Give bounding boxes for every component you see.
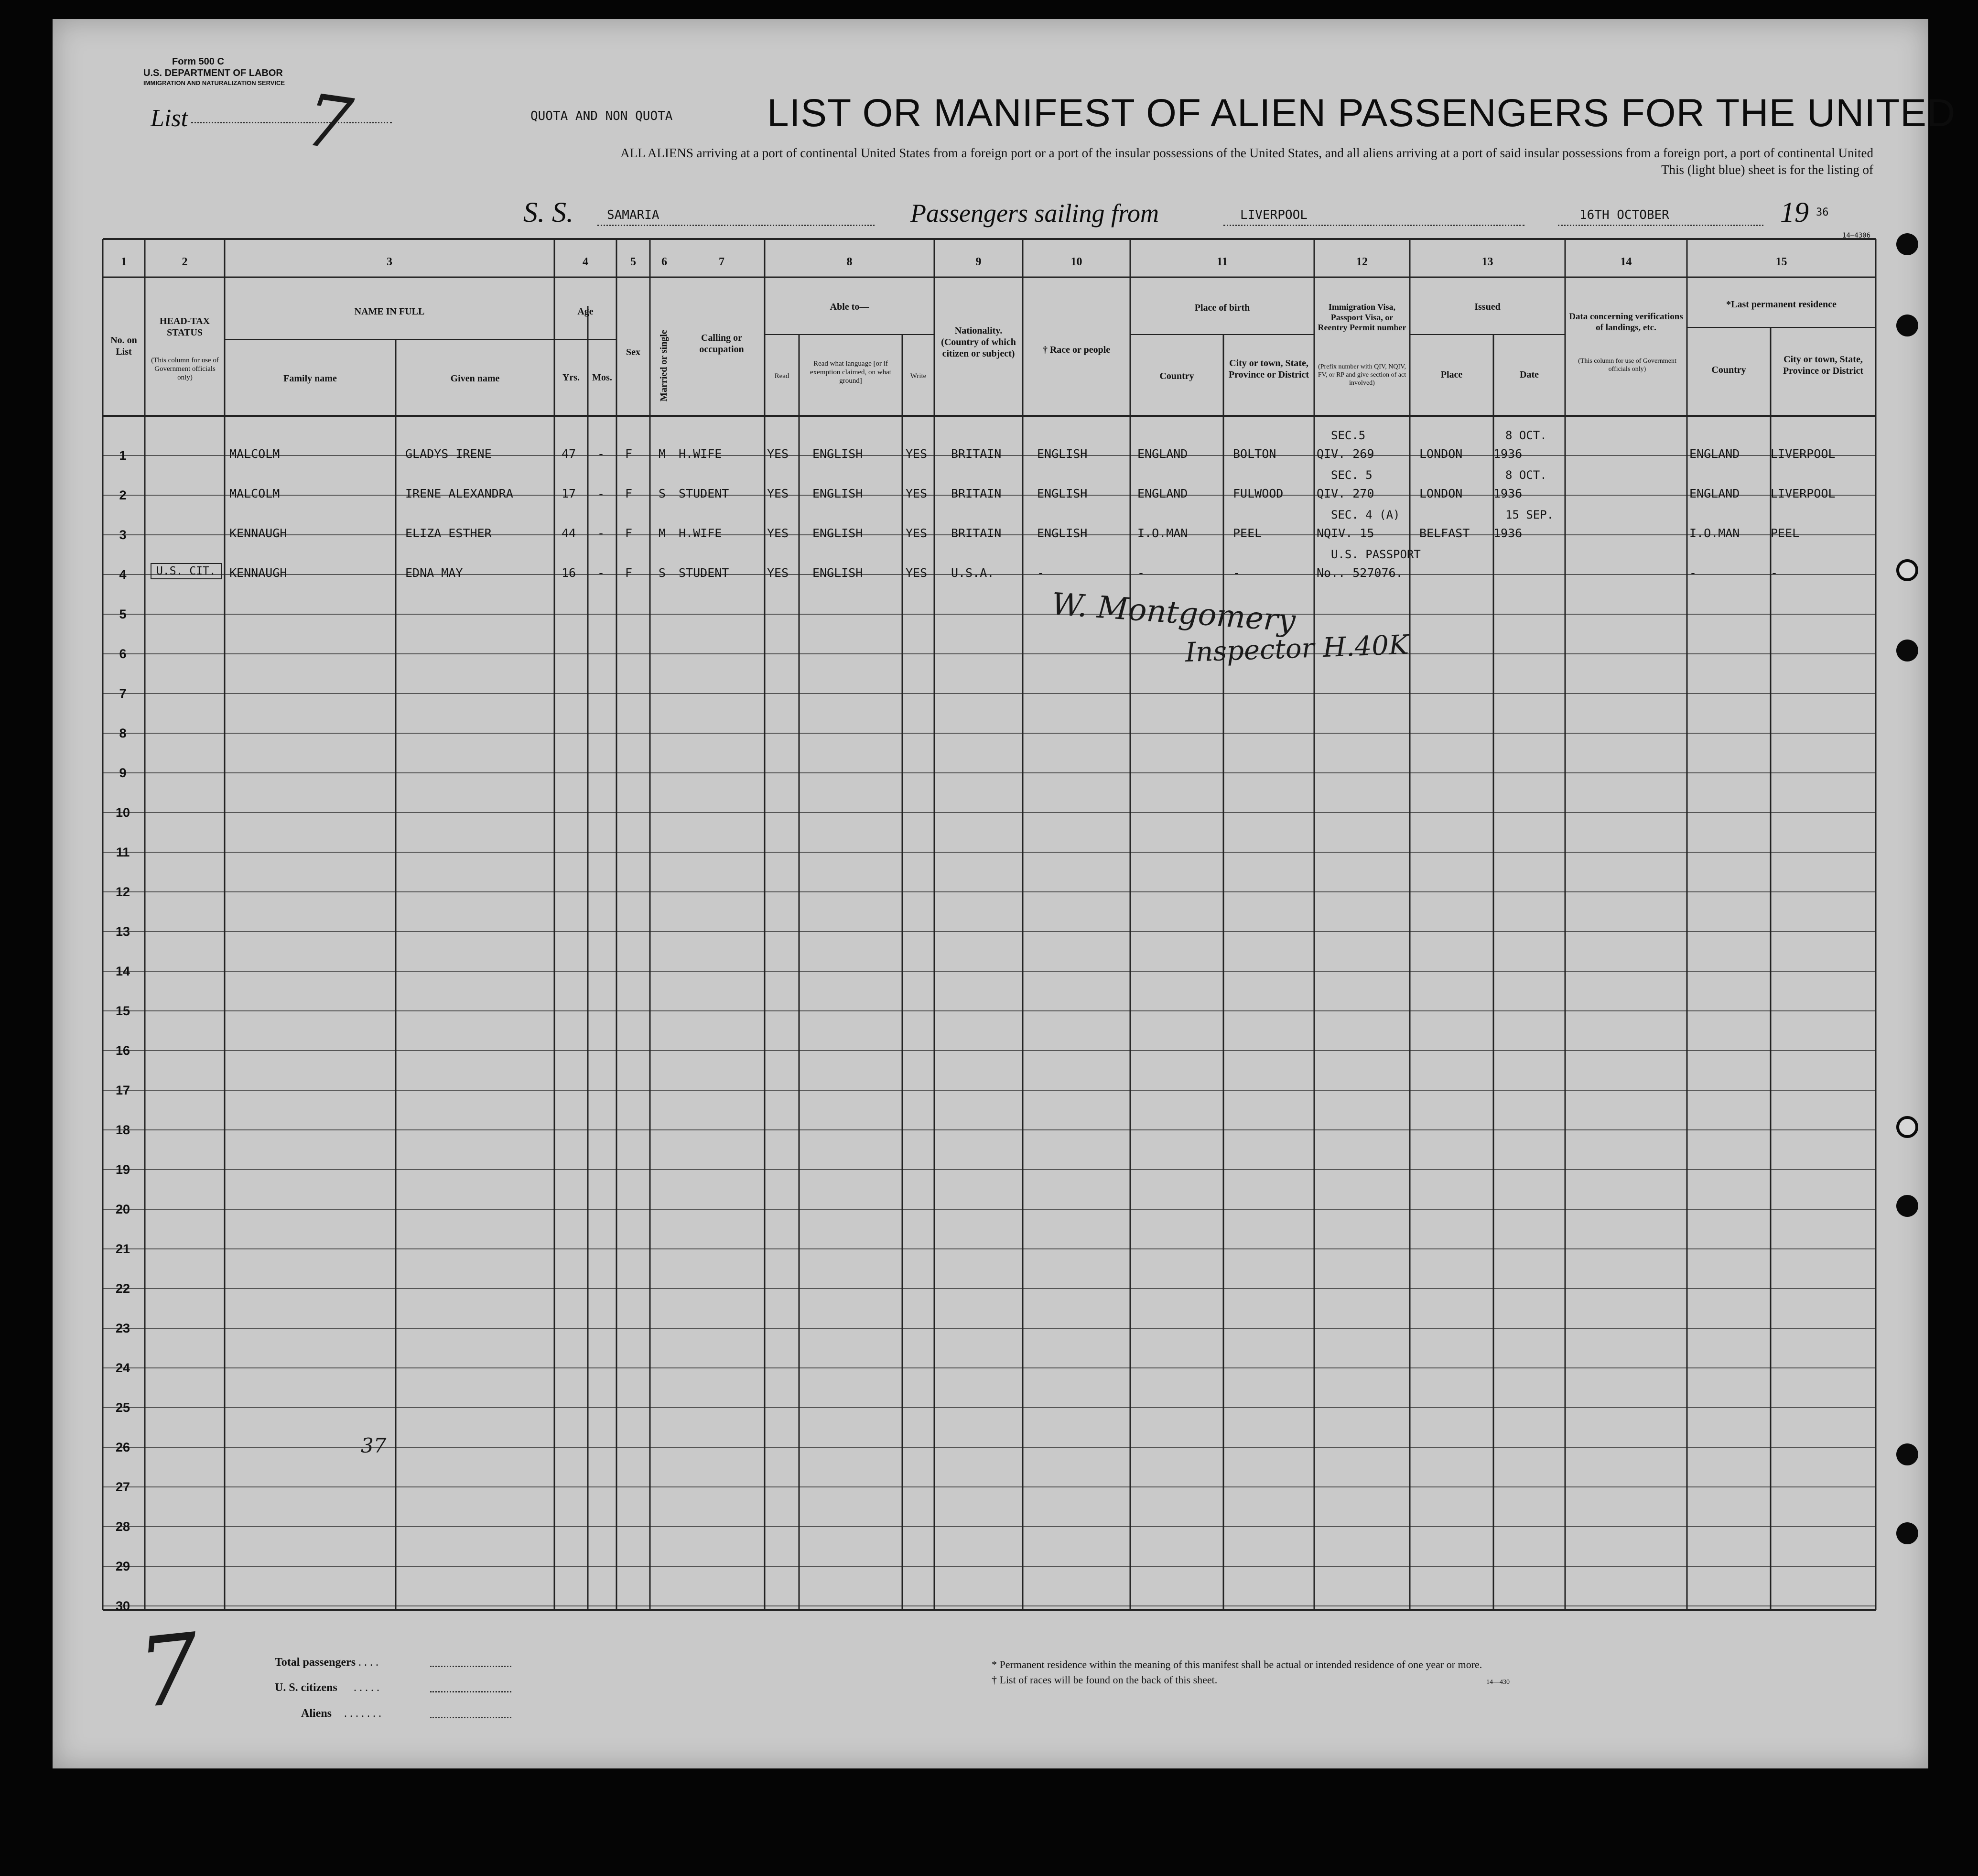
cell-race: - xyxy=(1037,566,1045,580)
col-num-6: 6 xyxy=(661,256,667,268)
row-number: 3 xyxy=(119,528,127,542)
cell-mos: - xyxy=(597,487,605,500)
col-head-sex: Sex xyxy=(626,347,640,358)
cell-read: YES xyxy=(767,526,789,540)
cell-visa-section: SEC. 5 xyxy=(1331,468,1373,482)
cell-res-country: - xyxy=(1689,566,1697,580)
row-number: 7 xyxy=(119,686,127,701)
row-number: 12 xyxy=(115,885,130,899)
year-prefix: 19 xyxy=(1780,196,1809,228)
cell-lang: ENGLISH xyxy=(812,447,863,461)
cell-head-tax-stamp: U.S. CIT. xyxy=(151,563,222,579)
row-number: 24 xyxy=(115,1361,130,1375)
col-head-res-city: City or town, State, Province or District xyxy=(1783,354,1864,376)
col-head-no-on-list: No. on List xyxy=(110,335,137,357)
col-head-given-name: Given name xyxy=(450,373,500,384)
col-head-visa: Immigration Visa, Passport Visa, or Reentry Permit number xyxy=(1318,302,1406,333)
row-number: 26 xyxy=(115,1440,130,1454)
cell-sex: F xyxy=(625,487,633,500)
col-num-3: 3 xyxy=(387,256,392,268)
cell-family: KENNAUGH xyxy=(229,566,287,580)
cell-city: PEEL xyxy=(1233,526,1262,540)
subtitle-line-2: This (light blue) sheet is for the listing of xyxy=(1661,163,1873,177)
cell-family: KENNAUGH xyxy=(229,526,287,540)
binder-hole xyxy=(1896,640,1918,661)
port-name: LIVERPOOL xyxy=(1240,208,1308,222)
year-suffix: 36 xyxy=(1816,206,1829,218)
sailing-label: Passengers sailing from xyxy=(910,199,1159,228)
cell-write: YES xyxy=(906,566,928,580)
cell-read: YES xyxy=(767,566,789,580)
cell-ms: S xyxy=(659,566,666,580)
list-number-handwritten: 7 xyxy=(300,78,357,167)
binder-hole xyxy=(1896,1195,1918,1217)
cell-ms: S xyxy=(659,487,666,500)
row-number: 15 xyxy=(115,1004,130,1018)
cell-yrs: 16 xyxy=(562,566,576,580)
row-number: 9 xyxy=(119,766,127,780)
col-head-date: Date xyxy=(1520,369,1539,380)
department: U.S. DEPARTMENT OF LABOR xyxy=(143,68,283,78)
row-number: 22 xyxy=(115,1281,130,1296)
cell-country: ENGLAND xyxy=(1137,447,1188,461)
cell-given: IRENE ALEXANDRA xyxy=(405,487,513,500)
cell-res-country: ENGLAND xyxy=(1689,487,1740,500)
cell-date-day: 8 OCT. xyxy=(1505,468,1547,482)
col-head-head-tax-note: (This column for use of Government officials only) xyxy=(151,357,219,381)
cell-visa-section: SEC.5 xyxy=(1331,429,1366,442)
footer-total-passengers: Total passengers xyxy=(275,1656,356,1669)
col-head-age: Age xyxy=(577,306,594,317)
row-number: 2 xyxy=(119,488,127,502)
cell-country: I.O.MAN xyxy=(1137,526,1188,540)
row-number: 11 xyxy=(116,845,130,859)
row-number: 8 xyxy=(119,726,127,740)
cell-nat: U.S.A. xyxy=(951,566,994,580)
row-number: 25 xyxy=(115,1400,130,1415)
row-number: 18 xyxy=(115,1123,130,1137)
row-number: 19 xyxy=(115,1162,130,1177)
inspector-signature: W. Montgomery xyxy=(1050,586,1297,639)
col-num-7: 7 xyxy=(719,256,724,268)
cell-place: LONDON xyxy=(1419,447,1463,461)
col-num-5: 5 xyxy=(630,256,636,268)
binder-hole xyxy=(1896,233,1918,255)
col-head-data-concerning: Data concerning verifications of landings, etc. xyxy=(1569,312,1683,333)
cell-country: - xyxy=(1137,566,1145,580)
col-num-10: 10 xyxy=(1070,256,1082,268)
cell-yrs: 47 xyxy=(562,447,576,461)
inspector-stamp: Inspector H.40K xyxy=(1185,629,1409,669)
cell-occ: STUDENT xyxy=(679,566,729,580)
row-number: 28 xyxy=(115,1519,130,1534)
cell-date: 1936 xyxy=(1493,487,1523,500)
row-number: 1 xyxy=(119,448,127,463)
row-number: 23 xyxy=(115,1321,130,1335)
sailing-date: 16TH OCTOBER xyxy=(1579,208,1669,222)
footer-form-code: 14—430 xyxy=(1486,1679,1510,1686)
col-num-13: 13 xyxy=(1481,256,1493,268)
row-number: 29 xyxy=(115,1559,130,1573)
form-code-top: 14—4306 xyxy=(1842,232,1871,239)
cell-race: ENGLISH xyxy=(1037,487,1088,500)
cell-res-city: LIVERPOOL xyxy=(1771,447,1836,461)
margin-note: 37 xyxy=(361,1434,387,1457)
footer-aliens: Aliens xyxy=(301,1707,332,1720)
col-head-birth-country: Country xyxy=(1159,371,1194,381)
row-number: 17 xyxy=(115,1083,130,1097)
col-head-last-residence: *Last permanent residence xyxy=(1726,299,1837,310)
cell-given: ELIZA ESTHER xyxy=(405,526,492,540)
col-head-res-country: Country xyxy=(1711,365,1746,375)
cell-visa: No.. 527076. xyxy=(1317,566,1403,580)
row-number: 10 xyxy=(115,805,130,820)
row-number: 4 xyxy=(119,567,127,582)
cell-res-country: I.O.MAN xyxy=(1689,526,1740,540)
cell-occ: H.WIFE xyxy=(679,526,722,540)
ship-name: SAMARIA xyxy=(607,208,659,222)
row-number: 20 xyxy=(115,1202,130,1216)
row-number: 16 xyxy=(115,1043,130,1058)
col-head-name-in-full: NAME IN FULL xyxy=(354,306,425,317)
footer-note-races: † List of races will be found on the back of this sheet. xyxy=(992,1674,1218,1686)
cell-visa: NQIV. 15 xyxy=(1317,526,1374,540)
binder-hole xyxy=(1896,1522,1918,1544)
col-head-married: Married or single xyxy=(659,330,669,401)
col-head-family-name: Family name xyxy=(283,373,337,384)
cell-yrs: 44 xyxy=(562,526,576,540)
cell-lang: ENGLISH xyxy=(812,566,863,580)
row-number: 21 xyxy=(115,1242,130,1256)
footer-note-residence: * Permanent residence within the meaning of this manifest shall be actual or intended residence of one year or more. xyxy=(992,1659,1482,1670)
cell-occ: STUDENT xyxy=(679,487,729,500)
cell-city: FULWOOD xyxy=(1233,487,1284,500)
cell-race: ENGLISH xyxy=(1037,447,1088,461)
cell-visa: QIV. 270 xyxy=(1317,487,1374,500)
cell-yrs: 17 xyxy=(562,487,576,500)
col-num-14: 14 xyxy=(1620,256,1632,268)
col-num-8: 8 xyxy=(846,256,853,268)
quota-label: QUOTA AND NON QUOTA xyxy=(530,109,673,123)
cell-sex: F xyxy=(625,526,633,540)
cell-read: YES xyxy=(767,447,789,461)
manifest-title: LIST OR MANIFEST OF ALIEN PASSENGERS FOR THE UNITED xyxy=(767,91,1956,135)
cell-date-day: 15 SEP. xyxy=(1505,508,1554,521)
cell-given: GLADYS IRENE xyxy=(405,447,492,461)
cell-res-city: LIVERPOOL xyxy=(1771,487,1836,500)
binder-hole xyxy=(1896,1443,1918,1465)
row-number: 13 xyxy=(115,924,130,939)
cell-mos: - xyxy=(597,447,605,461)
col-num-15: 15 xyxy=(1775,256,1787,268)
col-head-read: Read xyxy=(774,372,789,380)
col-num-11: 11 xyxy=(1217,256,1228,268)
col-head-nationality: Nationality. (Country of which citizen or subject) xyxy=(941,325,1016,359)
cell-family: MALCOLM xyxy=(229,447,280,461)
col-head-place: Place xyxy=(1440,369,1463,380)
col-num-12: 12 xyxy=(1356,256,1368,268)
cell-sex: F xyxy=(625,447,633,461)
cell-city: - xyxy=(1233,566,1241,580)
cell-nat: BRITAIN xyxy=(951,487,1002,500)
ss-label: S. S. xyxy=(523,196,573,228)
cell-write: YES xyxy=(906,447,928,461)
cell-mos: - xyxy=(597,566,605,580)
row-number: 27 xyxy=(115,1480,130,1494)
col-head-calling: Calling or occupation xyxy=(699,333,744,355)
cell-visa-section: U.S. PASSPORT xyxy=(1331,548,1421,561)
cell-nat: BRITAIN xyxy=(951,447,1002,461)
subtitle-line-1: ALL ALIENS arriving at a port of continental United States from a foreign port or a port of the insular possessions of the United States, and all aliens arriving at a port of said insular possessions from a foreign port, a port of continental United xyxy=(620,146,1873,160)
col-head-visa-note: (Prefix number with QIV, NQIV, FV, or RP and give section of act involved) xyxy=(1318,363,1406,387)
binder-hole xyxy=(1896,1116,1918,1138)
list-label: List xyxy=(151,105,188,132)
cell-write: YES xyxy=(906,487,928,500)
cell-ms: M xyxy=(659,447,666,461)
form-number: Form 500 C xyxy=(172,56,224,67)
cell-visa: QIV. 269 xyxy=(1317,447,1374,461)
binder-hole xyxy=(1896,559,1918,581)
col-head-data-note: (This column for use of Government officials only) xyxy=(1578,358,1676,373)
cell-date: 1936 xyxy=(1493,447,1523,461)
footer-list-mark: 7 xyxy=(133,1612,205,1730)
col-num-2: 2 xyxy=(182,256,188,268)
cell-city: BOLTON xyxy=(1233,447,1276,461)
cell-date: 1936 xyxy=(1493,526,1523,540)
cell-family: MALCOLM xyxy=(229,487,280,500)
col-num-4: 4 xyxy=(583,256,588,268)
service: IMMIGRATION AND NATURALIZATION SERVICE xyxy=(143,79,285,87)
cell-visa-section: SEC. 4 (A) xyxy=(1331,508,1400,521)
col-num-1: 1 xyxy=(121,256,127,268)
cell-race: ENGLISH xyxy=(1037,526,1088,540)
row-number: 5 xyxy=(119,607,127,621)
col-head-head-tax: HEAD-TAX STATUS xyxy=(159,316,210,338)
row-number: 6 xyxy=(119,647,127,661)
cell-res-city: PEEL xyxy=(1771,526,1800,540)
binder-hole xyxy=(1896,314,1918,336)
cell-ms: M xyxy=(659,526,666,540)
col-head-able-to: Able to— xyxy=(830,302,869,312)
col-head-mos: Mos. xyxy=(592,372,612,383)
cell-lang: ENGLISH xyxy=(812,487,863,500)
cell-res-country: ENGLAND xyxy=(1689,447,1740,461)
col-head-read-language: Read what language [or if exemption claimed, on what ground] xyxy=(810,360,891,385)
cell-read: YES xyxy=(767,487,789,500)
cell-res-city: - xyxy=(1771,566,1778,580)
cell-date-day: 8 OCT. xyxy=(1505,429,1547,442)
col-head-yrs: Yrs. xyxy=(562,372,580,383)
cell-country: ENGLAND xyxy=(1137,487,1188,500)
row-number: 30 xyxy=(115,1599,130,1613)
cell-write: YES xyxy=(906,526,928,540)
col-head-write: Write xyxy=(910,372,927,380)
cell-sex: F xyxy=(625,566,633,580)
cell-place: LONDON xyxy=(1419,487,1463,500)
cell-lang: ENGLISH xyxy=(812,526,863,540)
cell-given: EDNA MAY xyxy=(405,566,463,580)
cell-nat: BRITAIN xyxy=(951,526,1002,540)
col-head-issued: Issued xyxy=(1474,302,1501,312)
col-head-place-of-birth: Place of birth xyxy=(1194,303,1250,313)
col-head-race: † Race or people xyxy=(1042,345,1111,355)
footer-us-citizens: U. S. citizens xyxy=(275,1681,337,1694)
col-num-9: 9 xyxy=(975,256,982,268)
cell-place: BELFAST xyxy=(1419,526,1470,540)
cell-mos: - xyxy=(597,526,605,540)
col-head-birth-city: City or town, State, Province or District xyxy=(1228,358,1309,380)
cell-occ: H.WIFE xyxy=(679,447,722,461)
row-number: 14 xyxy=(115,964,130,978)
